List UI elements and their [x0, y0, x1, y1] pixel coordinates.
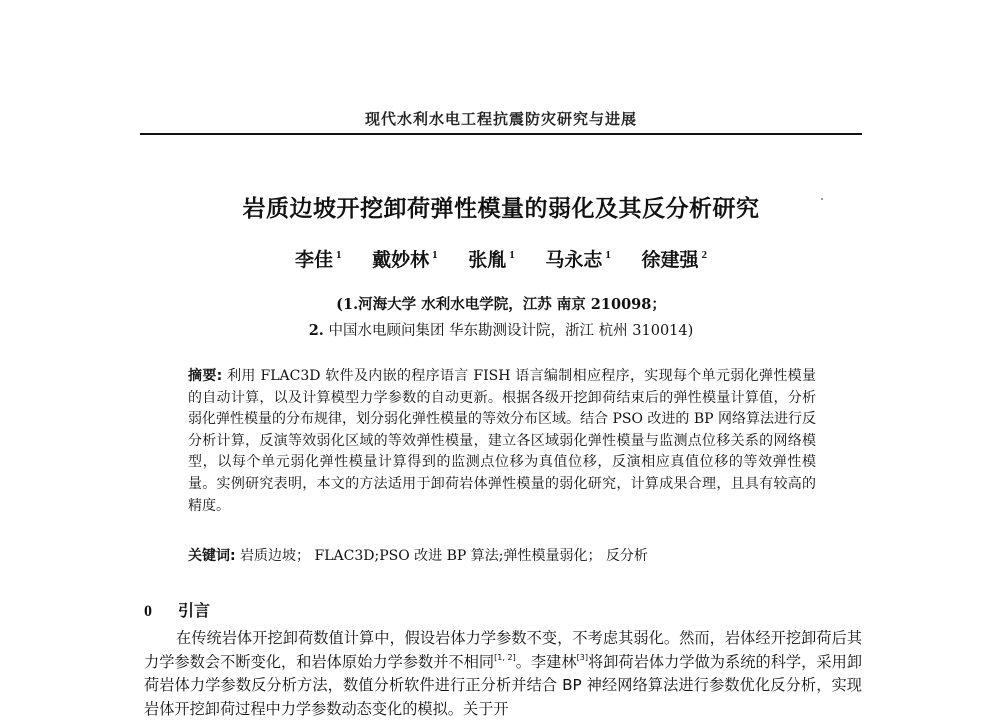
citation: [3] — [576, 652, 588, 662]
abstract — [188, 366, 816, 517]
abstract-label: 摘要: — [188, 368, 223, 384]
section-heading — [144, 598, 210, 621]
paper-title: 岩质边坡开挖卸荷弹性模量的弱化及其反分析研究 — [242, 196, 760, 222]
citation: [1, 2] — [494, 652, 516, 662]
affiliation-marker: 1 — [335, 249, 342, 261]
author: 张胤 $^1$ — [468, 249, 515, 271]
affiliation-number: 2. — [308, 322, 324, 339]
abstract-text: 利用 FLAC3D 软件及内嵌的程序语言 FISH 语言编制相应程序，实现每个单元弱化弹性模量的自动计算，以及计算模型力学参数的自动更新。根据各级开挖卸荷结束后的弹性模量计算值，分析弱化弹性模量的分布规律，划分弱化弹性模量的等效分布区域。结合 PSO 改进的 BP 网络算法进行反分析计算，反演等效弱化区域的等效弹性模量，建立各区域弱化弹性模量与监测点位移关系的网络模型，以每个单元弱化弹性模量计算得到的监测点位移为真值位移，反演相应真值位移的等效弹性模量。实例研究表明，本文的方法适用于卸荷岩体弹性模量的弱化研究，计算成果合理，且具有较高的精度。 — [188, 368, 816, 514]
author: 马永志 $^1$ — [545, 249, 611, 271]
keywords-text: 岩质边坡； FLAC3D;PSO 改进 BP 算法;弹性模量弱化； 反分析 — [235, 548, 648, 564]
affiliation-marker: 1 — [432, 249, 438, 261]
running-head: 现代水利水电工程抗震防灾研究与进展 — [364, 110, 637, 128]
section-title: 引言 — [178, 601, 211, 620]
keywords-label: 关键词: — [188, 548, 236, 564]
section-number: 0 — [144, 603, 152, 620]
author: 戴妙林 $^1$ — [372, 249, 438, 271]
author: 李佳 $^1$ — [294, 249, 342, 271]
author-list — [140, 245, 862, 272]
affiliation-line-2: 2. 中国水电顾问集团 华东勘测设计院，浙江 杭州 310014) — [308, 322, 694, 339]
affiliation-line-1: (1.河海大学 水利水电学院，江苏 南京 210098； — [336, 296, 666, 313]
affiliation-marker: 1 — [605, 249, 611, 261]
keywords — [188, 546, 816, 567]
header-rule — [140, 133, 862, 135]
body-paragraph: 在传统岩体开挖卸荷数值计算中，假设岩体力学参数不变，不考虑其弱化。然而，岩体经开挖卸荷后其力学参数会不断变化，和岩体原始力学参数并不相同[1, 2]。李建林[3]将卸荷岩体力学做为系统的科学，采用卸荷岩体力学参数反分析方法，数值分析软件进行正分析并结合 BP 神经网络算法进行参数优化反分析，实现岩体开挖卸荷过程中力学参数动态变化的模拟。关于开 — [144, 629, 863, 718]
author: 徐建强 $^2$ — [641, 249, 708, 271]
affiliation-marker: 1 — [509, 249, 515, 261]
affiliation-marker: 2 — [701, 249, 708, 261]
